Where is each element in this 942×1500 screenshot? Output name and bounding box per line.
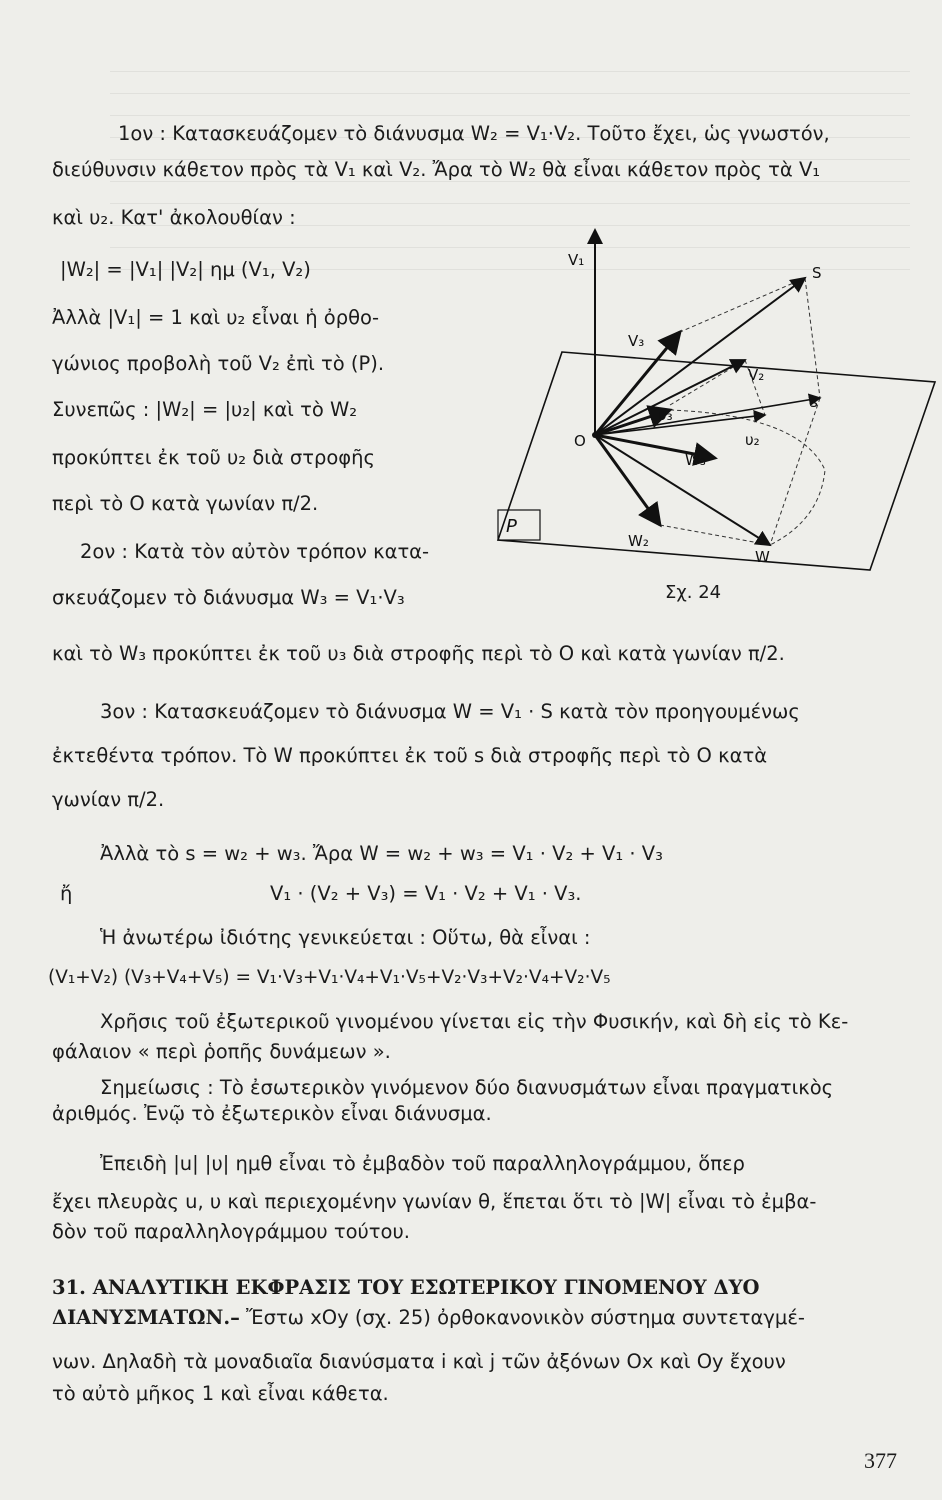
label-s: s: [810, 393, 818, 411]
plane-p: [498, 352, 935, 570]
formula-cross-magnitude: |W₂| = |V₁| |V₂| ημ (V₁, V₂): [60, 258, 311, 281]
formula-sum: Ἀλλὰ τὸ s = w₂ + w₃. Ἄρα W = w₂ + w₃ = V₁ · V₂ + V₁ · V₃: [100, 842, 663, 865]
section-text-2: τὸ αὐτὸ μῆκος 1 καὶ εἶναι κάθετα.: [52, 1382, 389, 1405]
text-line-6: γώνιος προβολὴ τοῦ V₂ ἐπὶ τὸ (P).: [52, 352, 385, 375]
label-v2: V₂: [748, 366, 765, 384]
label-w2: W₂: [628, 532, 649, 550]
vector-w2: [595, 435, 660, 525]
text-line-21: Χρῆσις τοῦ ἐξωτερικοῦ γινομένου γίνεται εἰς τὴν Φυσικήν, καὶ δὴ εἰς τὸ Κε-: [100, 1010, 849, 1033]
label-u2: υ₂: [745, 431, 760, 449]
label-w3: W₃: [685, 451, 706, 469]
text-line-26: ἔχει πλευρὰς u, υ καὶ περιεχομένην γωνίαν θ, ἕπεται ὅτι τὸ |W| εἶναι τὸ ἐμβα-: [52, 1190, 817, 1213]
text-line-19: Ἡ ἀνωτέρω ἰδιότης γενικεύεται : Οὕτω, θὰ εἶναι :: [100, 926, 591, 949]
text-line-22: φάλαιον « περὶ ῥοπῆς δυνάμεων ».: [52, 1040, 391, 1063]
text-line-27: δὸν τοῦ παραλληλογράμμου τούτου.: [52, 1220, 410, 1243]
section-heading-line2: [52, 1306, 805, 1330]
label-v3: V₃: [628, 332, 645, 350]
text-line-1: 1ον : Κατασκευάζομεν τὸ διάνυσμα W₂ = V₁·V₂. Τοῦτο ἔχει, ὡς γνωστόν,: [118, 122, 830, 145]
text-line-11: σκευάζομεν τὸ διάνυσμα W₃ = V₁·V₃: [52, 586, 405, 609]
formula-general: (V₁+V₂) (V₃+V₄+V₅) = V₁·V₃+V₁·V₄+V₁·V₅+V₂·V₃+V₂·V₄+V₂·V₅: [48, 967, 611, 988]
text-line-12: καὶ τὸ W₃ προκύπτει ἐκ τοῦ υ₃ διὰ στροφῆς περὶ τὸ O καὶ κατὰ γωνίαν π/2.: [52, 642, 785, 665]
figure-24: [480, 220, 940, 600]
plane-label-box: [498, 510, 540, 540]
text-line-7: Συνεπῶς : |W₂| = |υ₂| καὶ τὸ W₂: [52, 398, 358, 421]
label-O: O: [574, 432, 586, 450]
figure-svg: [480, 220, 940, 600]
section-heading-title-end: ΔΙΑΝΥΣΜΑΤΩΝ.–: [52, 1306, 240, 1329]
label-u3: υ₃: [658, 406, 673, 424]
text-line-8: προκύπτει ἐκ τοῦ υ₂ διὰ στροφῆς: [52, 446, 375, 469]
section-heading: 31. ΑΝΑΛΥΤΙΚΗ ΕΚΦΡΑΣΙΣ ΤΟΥ ΕΣΩΤΕΡΙΚΟΥ ΓΙΝΟΜΕΝΟΥ ΔΥΟ: [52, 1276, 760, 1299]
label-w: W: [755, 548, 770, 566]
label-v1: V₁: [568, 251, 585, 269]
section-heading-text: Ἔστω xOy (σχ. 25) ὀρθοκανονικὸν σύστημα συντεταγμέ-: [239, 1306, 805, 1329]
text-note: Σημείωσις : Τὸ ἐσωτερικὸν γινόμενον δύο διανυσμάτων εἶναι πραγματικὸς: [100, 1076, 834, 1099]
text-line-3: καὶ υ₂. Κατ' ἀκολουθίαν :: [52, 206, 296, 229]
text-line-14: ἐκτεθέντα τρόπον. Τὸ W προκύπτει ἐκ τοῦ s διὰ στροφῆς περὶ τὸ O κατὰ: [52, 744, 768, 767]
formula-distributive: V₁ · (V₂ + V₃) = V₁ · V₂ + V₁ · V₃.: [270, 882, 582, 905]
label-P: P: [506, 516, 517, 537]
text-line-25: Ἐπειδὴ |u| |υ| ημθ εἶναι τὸ ἐμβαδὸν τοῦ παραλληλογράμμου, ὅπερ: [100, 1152, 745, 1175]
page-number: 377: [864, 1448, 897, 1473]
text-line-10: 2ον : Κατὰ τὸν αὐτὸν τρόπον κατα-: [80, 540, 430, 563]
origin-point: [592, 432, 598, 438]
section-text-1: νων. Δηλαδὴ τὰ μοναδιαῖα διανύσματα i καὶ j τῶν ἀξόνων Ox καὶ Oy ἔχουν: [52, 1350, 786, 1373]
text-line-24: ἀριθμός. Ἐνῷ τὸ ἐξωτερικὸν εἶναι διάνυσμα.: [52, 1102, 492, 1125]
text-line-15: γωνίαν π/2.: [52, 788, 165, 811]
label-S: S: [812, 264, 822, 282]
text-line-13: 3ον : Κατασκευάζομεν τὸ διάνυσμα W = V₁ · S κατὰ τὸν προηγουμένως: [100, 700, 800, 723]
vector-s-proj: [595, 398, 820, 435]
text-line-9: περὶ τὸ O κατὰ γωνίαν π/2.: [52, 492, 319, 515]
text-line-5: Ἀλλὰ |V₁| = 1 καὶ υ₂ εἶναι ἡ ὀρθο-: [52, 306, 379, 329]
figure-caption: Σχ. 24: [665, 582, 722, 603]
text-or: ἤ: [60, 882, 73, 905]
text-line-2: διεύθυνσιν κάθετον πρὸς τὰ V₁ καὶ V₂. Ἄρα τὸ W₂ θὰ εἶναι κάθετον πρὸς τὰ V₁: [52, 158, 821, 181]
